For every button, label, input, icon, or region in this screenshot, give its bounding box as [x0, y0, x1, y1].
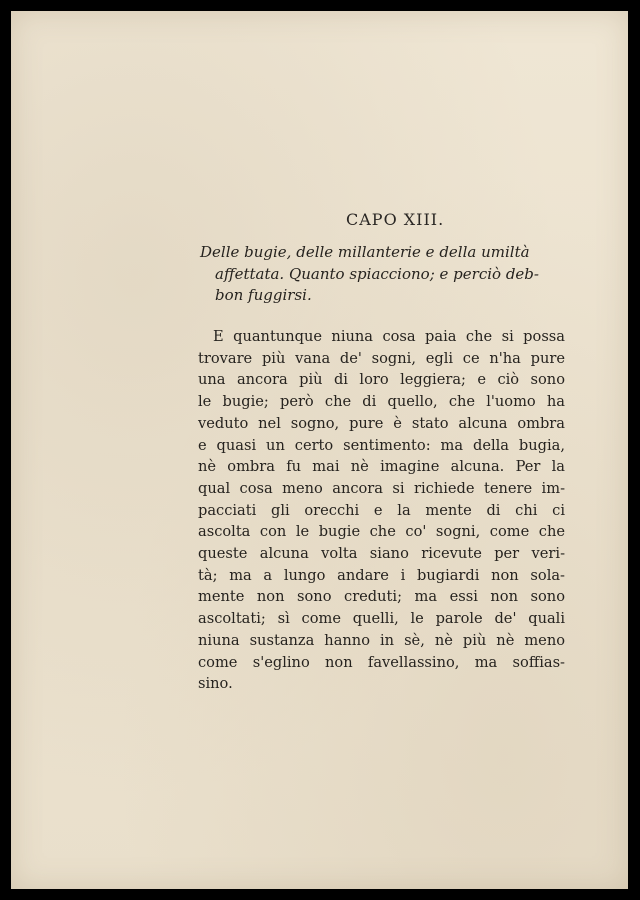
body-line: le bugie; però che di quello, che l'uomo ha [198, 393, 565, 411]
body-line: come s'eglino non favellassino, ma soffias- [198, 653, 565, 671]
chapter-subtitle [200, 242, 590, 307]
subtitle-line: Delle bugie, delle millanterie e della umiltà [200, 243, 530, 261]
body-line: E quantunque niuna cosa paia che si possa [213, 328, 565, 345]
subtitle-line: affettata. Quanto spiacciono; e perciò deb- [215, 264, 539, 283]
body-line: pacciati gli orecchi e la mente di chi ci [198, 501, 565, 519]
body-line: mente non sono creduti; ma essi non sono [198, 588, 565, 606]
chapter-heading: CAPO XIII. [346, 210, 445, 229]
body-line: sino. [198, 675, 233, 693]
body-line: niuna sustanza hanno in sè, nè più nè meno [198, 631, 565, 649]
body-line: veduto nel sogno, pure è stato alcuna ombra [198, 414, 565, 432]
book-page [11, 11, 628, 889]
body-line: una ancora più di loro leggiera; e ciò sono [198, 371, 565, 389]
body-line: queste alcuna volta siano ricevute per veri- [198, 545, 565, 563]
subtitle-line: bon fuggirsi. [215, 286, 312, 304]
body-line: trovare più vana de' sogni, egli ce n'ha pure [198, 349, 565, 367]
chapter-body-text [198, 326, 578, 695]
body-line: ascolta con le bugie che co' sogni, come che [198, 523, 565, 541]
body-line: ascoltati; sì come quelli, le parole de' quali [198, 610, 565, 628]
body-line: tà; ma a lungo andare i bugiardi non sola- [198, 566, 565, 584]
body-line: qual cosa meno ancora si richiede tenere im- [198, 479, 565, 497]
body-line: nè ombra fu mai nè imagine alcuna. Per la [198, 458, 565, 476]
body-line: e quasi un certo sentimento: ma della bugia, [198, 436, 565, 454]
